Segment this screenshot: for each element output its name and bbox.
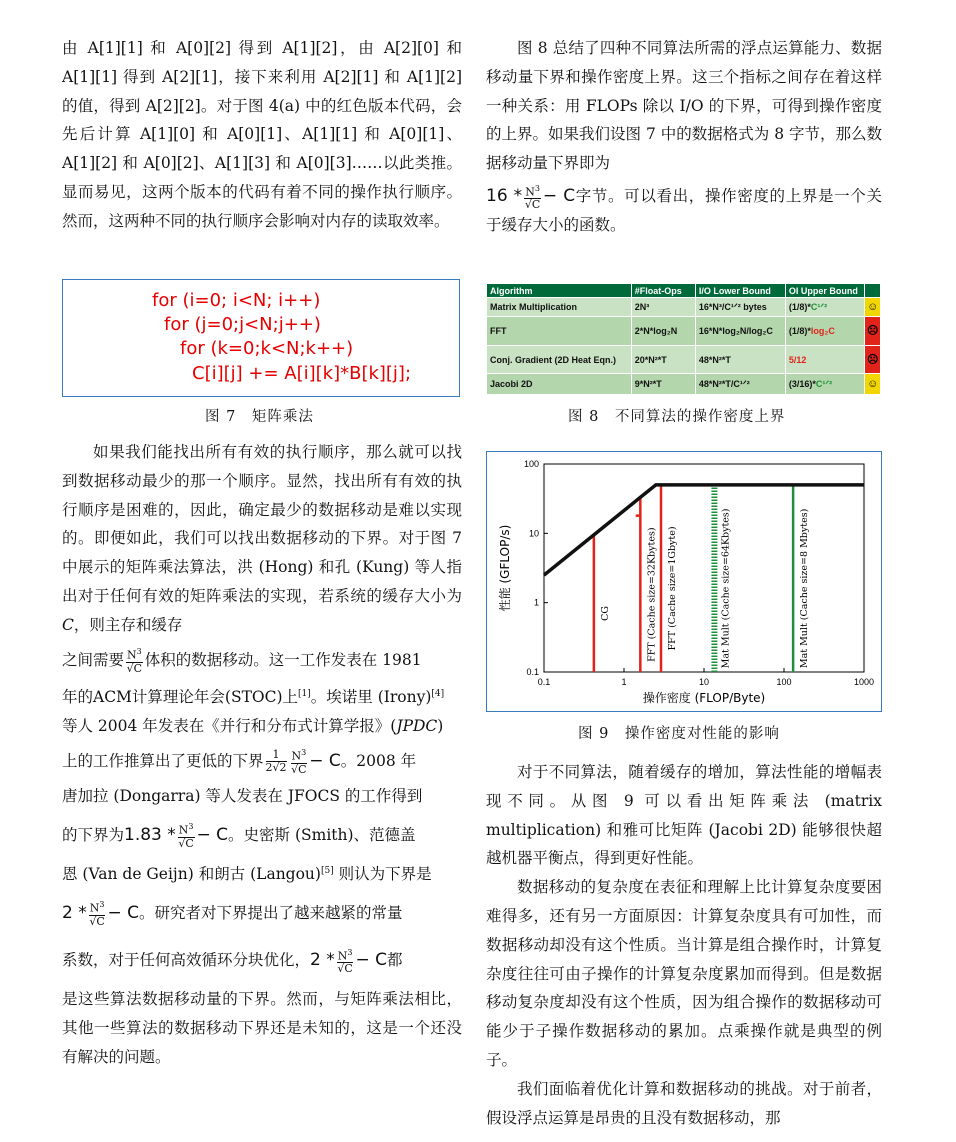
table-header-row bbox=[487, 284, 881, 298]
frown-icon: ☹ bbox=[865, 316, 881, 345]
table-header: #Float-Ops bbox=[631, 284, 695, 298]
left-line-8: 的下界为1.83 * $\frac{N^3}{√C}$ − C。史密斯 (Smith)、范德盖 bbox=[62, 822, 416, 850]
right-paragraph-1: 图 8 总结了四种不同算法所需的浮点运算能力、数据移动量下界和操作密度上界。这三个指标之间存在着这样一种关系：用 FLOPs 除以 I/O 的下界，可得到操作密度的上界。如果我们设图 7 中的数据格式为 8 字节，那么数据移动量下界即为 bbox=[486, 39, 882, 173]
figure-7-caption: 图 7 矩阵乘法 bbox=[205, 409, 314, 425]
left-paragraph-2: 如果我们能找出所有有效的执行顺序，那么就可以找到数据移动最少的那一个顺序。显然，找出所有有效的执行顺序是困难的，因此，确定最少的数据移动是难以实现的。即便如此，我们可以找出数据移动的下界。对于图 7 中展示的矩阵乘法算法，洪 (Hong) 和孔 (Kung) 等人指出对于任何有效的矩阵乘法的实现，若系统的缓存大小为 C，则主存和缓存 bbox=[62, 443, 462, 634]
right-formula-line: 16 * $\frac{N^3}{√C}$ − C字节。可以看出，操作密度的上界是一个关于缓存大小的函数。 bbox=[486, 183, 882, 235]
y-tick-label: 0.1 bbox=[526, 667, 539, 677]
vertical-marker-label: Mat Mult (Cache size=64Kbytes) bbox=[720, 508, 732, 669]
algorithm-table bbox=[486, 283, 881, 395]
figure-9-caption: 图 9 操作密度对性能的影响 bbox=[578, 726, 780, 742]
smile-icon: ☺ bbox=[865, 298, 881, 317]
roofline-series bbox=[544, 485, 864, 575]
vertical-marker-label: CG bbox=[599, 606, 611, 621]
y-tick-label: 10 bbox=[528, 528, 539, 539]
y-tick-label: 1 bbox=[533, 597, 539, 608]
left-paragraph-1: 由 A[1][1] 和 A[0][2] 得到 A[1][2]，由 A[2][0] 和 A[1][1] 得到 A[2][1]，接下来利用 A[2][1] 和 A[1][2] 的值，得到 A[2][2]。对于图 4(a) 中的红色版本代码，会先后计算 A[1][0] 和 A[0][1]、A[1][1] 和 A[0][1]、A[1][2] 和 A[0][2]、A[1][3] 和 A[0][3]……以此类推。显而易见，这两个版本的代码有着不同的操作执行顺序。然而，这两种不同的执行顺序会影响对内存的读取效率。 bbox=[62, 39, 462, 230]
fraction: $\frac{N^3}{√C}$ bbox=[126, 647, 143, 675]
code-line: for (j=0;j<N;j++) bbox=[164, 314, 321, 335]
x-tick-label: 100 bbox=[776, 677, 792, 687]
left-line-11: 系数，对于任何高效循环分块优化，2 * $\frac{N^3}{√C}$ − C都 bbox=[62, 947, 403, 976]
table-row: Jacobi 2D 9*N²*T 48*N²*T/C¹ᐟ² (3/16)*C¹ᐟ² ☺ bbox=[487, 374, 881, 395]
left-line-9: 恩 (Van de Geijn) 和朗古 (Langou)[5] 则认为下界是 bbox=[62, 864, 432, 883]
code-listing bbox=[62, 279, 460, 397]
table-header: I/O Lower Bound bbox=[695, 284, 785, 298]
right-paragraph-2: 对于不同算法，随着缓存的增加，算法性能的增幅表现不同。从图 9 可以看出矩阵乘法 (matrix multiplication) 和雅可比矩阵 (Jacobi 2D) 能够很快超越机器平衡点，得到更好性能。 bbox=[486, 763, 882, 868]
x-tick-label: 1 bbox=[621, 677, 627, 687]
table-row: Matrix Multiplication 2N³ 16*N³/C¹ᐟ² bytes (1/8)*C¹ᐟ² ☺ bbox=[487, 298, 881, 317]
right-paragraph-3: 数据移动的复杂度在表征和理解上比计算复杂度要困难得多，还有另一方面原因：计算复杂度具有可加性，而数据移动却没有这个性质。当计算是组合操作时，计算复杂度往往可由子操作的计算复杂度累加而得到。但是数据移动复杂度却没有这个性质，因为组合操作的数据移动可能少于子操作数据移动的累加。点乘操作就是典型的例子。 bbox=[486, 878, 882, 1069]
x-tick-label: 10 bbox=[698, 677, 710, 687]
left-column bbox=[62, 34, 462, 236]
plot-area bbox=[544, 464, 864, 672]
x-tick-label: 0.1 bbox=[537, 677, 551, 687]
table-row: Conj. Gradient (2D Heat Eqn.) 20*N²*T 48*N²*T 5/12 ☹ bbox=[487, 345, 881, 374]
table-header bbox=[865, 284, 881, 298]
y-axis-label: 性能 (GFLOP/s) bbox=[498, 524, 512, 612]
code-line: for (k=0;k<N;k++) bbox=[180, 338, 354, 359]
x-tick-label: 1000 bbox=[853, 677, 875, 687]
table-header: Algorithm bbox=[487, 284, 632, 298]
left-line-4: 年的ACM计算理论年会(STOC)上[1]。埃诺里 (Irony)[4] bbox=[62, 687, 445, 706]
figure-8-caption: 图 8 不同算法的操作密度上界 bbox=[568, 409, 786, 425]
left-column-lower bbox=[62, 438, 462, 1072]
frown-icon: ☹ bbox=[865, 345, 881, 374]
code-line: for (i=0; i<N; i++) bbox=[152, 290, 321, 311]
right-paragraph-4: 我们面临着优化计算和数据移动的挑战。对于前者，假设浮点运算是昂贵的且没有数据移动，那 bbox=[486, 1079, 882, 1127]
left-paragraph-12: 是这些算法数据移动量的下界。然而，与矩阵乘法相比，其他一些算法的数据移动下界还是未知的，这是一个还没有解决的问题。 bbox=[62, 990, 462, 1066]
left-line-6: 上的工作推算出了更低的下界 $\frac{1}{2√2}$ $\frac{N^3}{√C}$ − C。2008 年 bbox=[62, 748, 417, 776]
right-column-lower bbox=[486, 758, 882, 1132]
code-line: C[i][j] += A[i][k]*B[k][j]; bbox=[192, 363, 412, 384]
left-line-5: 等人 2004 年发表在《并行和分布式计算学报》(JPDC) bbox=[62, 716, 444, 735]
x-axis-label: 操作密度 (FLOP/Byte) bbox=[642, 691, 766, 705]
left-line-3: 之间需要 $\frac{N^3}{√C}$ 体积的数据移动。这一工作发表在 1981 bbox=[62, 647, 422, 675]
roofline-chart bbox=[487, 452, 881, 711]
table-header: OI Upper Bound bbox=[785, 284, 865, 298]
vertical-marker-label: FFT (Cache size=32Kbytes) bbox=[646, 527, 658, 662]
left-line-7: 唐加拉 (Dongarra) 等人发表在 JFOCS 的工作得到 bbox=[62, 786, 423, 805]
y-tick-label: 100 bbox=[523, 459, 539, 469]
table-row: FFT 2*N*log₂N 16*N*log₂N/log₂C (1/8)*log₂C ☹ bbox=[487, 316, 881, 345]
smile-icon: ☺ bbox=[865, 374, 881, 395]
right-column bbox=[486, 34, 882, 240]
vertical-marker-label: Mat Mult (Cache size=8 Mbytes) bbox=[799, 508, 811, 669]
left-line-10: 2 * $\frac{N^3}{√C}$ − C。研究者对下界提出了越来越紧的常量 bbox=[62, 900, 403, 929]
vertical-marker-label: FFT (Cache size=1Gbyte) bbox=[666, 526, 678, 651]
roofline-chart-frame bbox=[486, 451, 882, 712]
